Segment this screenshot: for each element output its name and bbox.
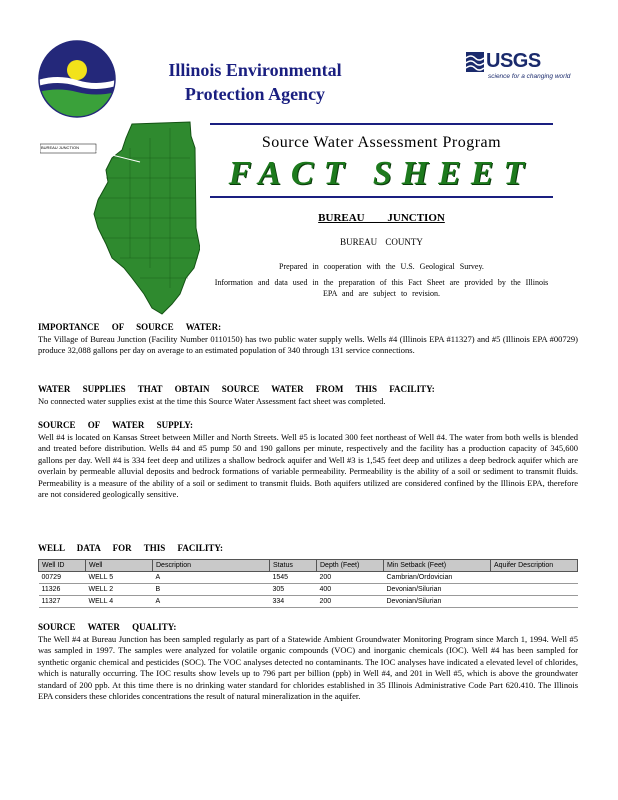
info-note: Information and data used in the preparation of this Fact Sheet are provided by the Illinois EPA and are subject to revision. — [214, 278, 549, 298]
well-table-header-row — [39, 560, 578, 572]
fact-sheet-title: FACT SHEET — [228, 155, 535, 192]
col-depth: Depth (Feet) — [317, 560, 384, 572]
cell-description: B — [153, 584, 270, 596]
well-data-heading: WELL DATA FOR THIS FACILITY: — [38, 543, 224, 553]
col-description: Description — [153, 560, 270, 572]
importance-heading: IMPORTANCE OF SOURCE WATER: — [38, 322, 222, 332]
cell-depth: 200 — [317, 572, 384, 584]
cell-status: 305 — [270, 584, 317, 596]
cell-well-id: 11326 — [39, 584, 86, 596]
cell-status: 334 — [270, 596, 317, 608]
cell-aquifer: Cambrian/Ordovician — [384, 572, 578, 584]
cell-aquifer: Devonian/Silurian — [384, 584, 578, 596]
source-section — [38, 420, 578, 501]
quality-heading: SOURCE WATER QUALITY: — [38, 622, 177, 632]
agency-name — [135, 58, 375, 106]
prepared-note: Prepared in cooperation with the U.S. Geological Survey. — [279, 262, 484, 271]
cell-well: WELL 4 — [86, 596, 153, 608]
cell-depth: 200 — [317, 596, 384, 608]
importance-section — [38, 322, 578, 357]
source-heading: SOURCE OF WATER SUPPLY: — [38, 420, 193, 430]
cell-status: 1545 — [270, 572, 317, 584]
well-data-table — [38, 559, 578, 608]
col-well: Well — [86, 560, 153, 572]
table-row — [39, 596, 578, 608]
supplies-text: No connected water supplies exist at the time this Source Water Assessment fact sheet was completed. — [38, 395, 386, 406]
cell-description: A — [153, 572, 270, 584]
table-row — [39, 572, 578, 584]
site-name: BUREAU JUNCTION — [318, 212, 445, 224]
cell-well-id: 11327 — [39, 596, 86, 608]
quality-text: The Well #4 at Bureau Junction has been sampled regularly as part of a Statewide Ambient Groundwater Monitoring Program since March 1, 1994. Well #5 was sampled in 1997. The samples were analyzed for volatile organic compounds (VOC) and inorganic chemicals (IOC). Well #4 has been sampled for synthetic organic chemical and pesticides (SOC). The VOC analyses detected no contaminants. The IOC analyses have indicated a elevated level of chlorides, which is naturally occurring. The IOC results show levels up to 796 part per billion (ppb) in Well #4, and 201 in Well #5, which is above the groundwater standard of 200 ppb. At this time there is no drinking water standard for chlorides established in 35 Illinois Administrative Code Part 620.410. The Illinois EPA considers these chlorides concentrations the result of natural mineralization in the aquifer. — [38, 633, 578, 701]
importance-text: The Village of Bureau Junction (Facility Number 0110150) has two public water supply wells. Wells #4 (Illinois EPA #11327) and #5 (Illinois EPA #00729) produce 32,088 gallons per day on average to an estimated population of 340 through 131 service connections. — [38, 333, 578, 355]
col-well-id: Well ID — [39, 560, 86, 572]
source-text: Well #4 is located on Kansas Street between Miller and North Streets. Well #5 is located 300 feet northeast of Well #4. The water from both wells is blended and treated before distribution. Wells #4 and #5 pump 50 and 190 gallons per minute, respectively and the facility has a production capacity of 345,600 gallons per day. Well #4 is 334 feet deep and utilizes a shallow bedrock aquifer and Well #3 is 1,545 feet deep and utilizes a deep bedrock aquifer which are overlain by permeable alluvial deposits and bedrock formations of variable permeability. Permeability is the ability of a soil or sediment to transmit fluids. Permeability is a measure of the ability of a soil or sediment to transmit fluids. Both aquifers utilized are considered confined by the Illinois EPA, therefore are not considered geologically sensitive. — [38, 431, 578, 499]
title-rule-top — [210, 123, 553, 125]
usgs-tagline: science for a changing world — [488, 73, 571, 80]
col-min-setback: Min Setback (Feet) — [384, 560, 491, 572]
title-rule-bottom — [210, 196, 553, 198]
map-marker-label: BUREAU JUNCTION — [41, 145, 80, 150]
cell-well: WELL 2 — [86, 584, 153, 596]
col-status: Status — [270, 560, 317, 572]
cell-description: A — [153, 596, 270, 608]
county-name: BUREAU COUNTY — [340, 237, 423, 247]
agency-line1: Illinois Environmental — [168, 60, 342, 80]
col-aquifer: Aquifer Description — [491, 560, 578, 572]
usgs-wave-icon — [466, 52, 484, 72]
program-title: Source Water Assessment Program — [261, 134, 502, 151]
supplies-section — [38, 384, 578, 407]
iepa-logo — [38, 40, 116, 118]
cell-depth: 400 — [317, 584, 384, 596]
cell-well-id: 00729 — [39, 572, 86, 584]
usgs-wordmark: USGS — [486, 50, 541, 72]
cell-well: WELL 5 — [86, 572, 153, 584]
table-row — [39, 584, 578, 596]
agency-line2: Protection Agency — [184, 84, 326, 104]
supplies-heading: WATER SUPPLIES THAT OBTAIN SOURCE WATER FROM THIS FACILITY: — [38, 384, 435, 394]
quality-section — [38, 622, 578, 703]
cell-aquifer: Devonian/Silurian — [384, 596, 578, 608]
